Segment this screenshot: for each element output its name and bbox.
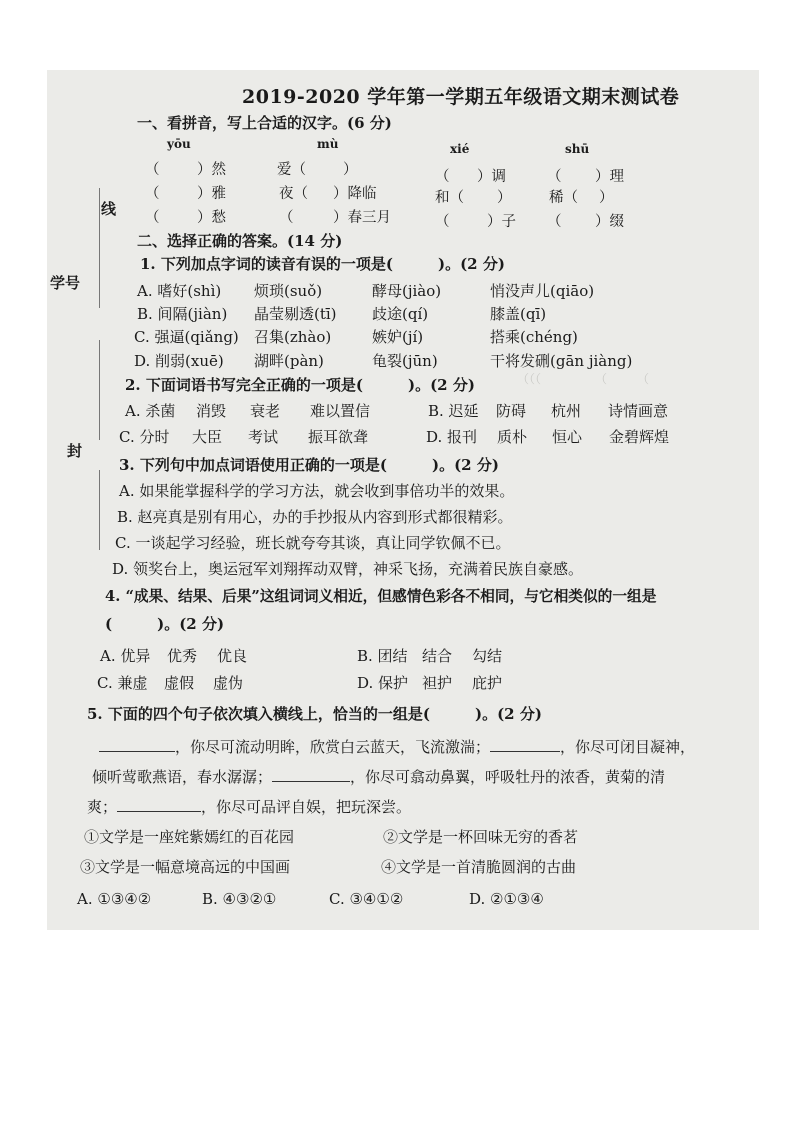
option-cell: 搭乘(chéng) (490, 328, 578, 346)
margin-label-xuehao: 学号 (50, 274, 81, 292)
margin-label-feng: 封 (67, 442, 83, 460)
sentence-text: 爽； (87, 798, 118, 816)
question-stem: 2. 下面词语书写完全正确的一项是( )。(2 分) (125, 376, 475, 394)
option-cell: A. 优异 (100, 647, 151, 665)
margin-label-xian: 线 (101, 200, 117, 218)
option-cell: A. 嗜好(shì) (137, 282, 222, 300)
blank-cell: （ (547, 169, 562, 185)
binding-line (99, 470, 100, 550)
section-heading: 二、选择正确的答案。(14 分) (137, 232, 343, 250)
sentence-option: ③文学是一幅意境高远的中国画 (80, 858, 291, 876)
binding-line (99, 340, 100, 440)
option-cell: 庇护 (472, 674, 503, 692)
blank-cell: ）子 (487, 214, 516, 230)
option-cell: 歧途(qí) (372, 305, 429, 323)
option-cell: 召集(zhào) (254, 328, 332, 346)
option-cell: D. 削弱(xuē) (134, 352, 224, 370)
option-cell: 恒心 (552, 428, 583, 446)
blank-cell: 夜（ (279, 186, 308, 202)
section-heading: 一、看拼音，写上合适的汉字。(6 分) (137, 114, 392, 132)
option-cell: 大臣 (192, 428, 223, 446)
bleed-through-text: （（（ （ （ (517, 372, 650, 386)
option-cell: 酵母(jiào) (372, 282, 442, 300)
option-line: A. 如果能掌握科学的学习方法，就会收到事倍功半的效果。 (119, 482, 515, 500)
blank-cell: （ (145, 186, 160, 202)
pinyin-label: yōu (167, 137, 191, 151)
blank-cell: 稀（ (549, 190, 578, 206)
option-cell: 湖畔(pàn) (254, 352, 324, 370)
question-stem: 3. 下列句中加点词语使用正确的一项是( )。(2 分) (119, 456, 499, 474)
option-cell: B. 团结 (357, 647, 408, 665)
blank-cell: ） (497, 190, 512, 206)
option-cell: 诗情画意 (608, 402, 669, 420)
blank-cell: ）雅 (197, 186, 226, 202)
option-line: D. 领奖台上，奥运冠军刘翔挥动双臂，神采飞扬，充满着民族自豪感。 (112, 560, 584, 578)
blank-cell: （ (145, 162, 160, 178)
question-stem: 4. “成果、结果、后果”这组词词义相近，但感情色彩各不相同，与它相类似的一组是 (105, 588, 657, 605)
option-cell: D. 报刊 (426, 428, 478, 446)
blank-cell: （ (435, 214, 450, 230)
option-line: C. 一谈起学习经验，班长就夸夸其谈，真让同学钦佩不已。 (115, 534, 511, 552)
blank-cell: （ (435, 169, 450, 185)
blank-cell: ） (599, 190, 614, 206)
fill-in-line (99, 736, 695, 757)
option-cell: C. 强逼(qiǎng) (134, 328, 239, 346)
blank-cell: ）调 (477, 169, 506, 185)
sentence-option: ②文学是一杯回味无穷的香茗 (383, 828, 579, 846)
option-cell: 虚伪 (213, 674, 244, 692)
option-cell: 优秀 (167, 647, 198, 665)
option-cell: 嫉妒(jí) (372, 328, 424, 346)
sentence-option: ①文学是一座姹紫嫣红的百花园 (84, 828, 295, 846)
blank-cell: ）降临 (333, 186, 377, 202)
option-cell: 防碍 (496, 402, 527, 420)
option-cell: 膝盖(qī) (490, 305, 547, 323)
option-cell: B. 迟延 (428, 402, 479, 420)
answer-blank[interactable] (490, 737, 560, 752)
option-cell: 晶莹剔透(tī) (254, 305, 337, 323)
page-title: 2019-2020 学年第一学期五年级语文期末测试卷 (242, 86, 680, 108)
option-cell: A. 杀菌 (125, 402, 176, 420)
option-cell: 袒护 (422, 674, 453, 692)
option-cell: 悄没声儿(qiāo) (490, 282, 595, 300)
option-cell: 结合 (422, 647, 453, 665)
sentence-text: ，你尽可流动明眸，欣赏白云蓝天，飞流激湍； (175, 738, 491, 756)
option-cell: 干将发硎(gān jiàng) (490, 352, 633, 370)
question-stem: 1. 下列加点字词的读音有误的一项是( )。(2 分) (140, 255, 505, 273)
option-cell: 考试 (248, 428, 279, 446)
fill-in-line (87, 796, 411, 817)
answer-blank[interactable] (272, 767, 350, 782)
answer-blank[interactable] (117, 797, 201, 812)
option-cell: 难以置信 (310, 402, 371, 420)
blank-cell: （ (279, 210, 294, 226)
option-cell: 质朴 (497, 428, 528, 446)
option-cell: 杭州 (551, 402, 582, 420)
option-cell: 振耳欲聋 (308, 428, 369, 446)
option-cell: 消毁 (196, 402, 227, 420)
option-cell: 虚假 (164, 674, 195, 692)
option-cell: D. 保护 (357, 674, 409, 692)
blank-cell: ）春三月 (333, 210, 391, 226)
option-line: B. 赵亮真是别有用心，办的手抄报从内容到形式都很精彩。 (117, 508, 513, 526)
option-cell: 优良 (217, 647, 248, 665)
option-cell: 勾结 (472, 647, 503, 665)
blank-cell: （ (547, 214, 562, 230)
blank-cell: ） (343, 162, 358, 178)
option-cell: 金碧辉煌 (609, 428, 670, 446)
answer-choice[interactable]: D. ②①③④ (469, 890, 544, 908)
option-cell: 烦琐(suǒ) (254, 282, 323, 300)
question-stem: 5. 下面的四个句子依次填入横线上，恰当的一组是( )。(2 分) (87, 705, 542, 723)
sentence-text: 倾听莺歌燕语，春水潺潺； (92, 768, 273, 786)
sentence-text: ，你尽可闭目凝神， (560, 738, 696, 756)
option-cell: C. 兼虚 (97, 674, 148, 692)
pinyin-label: shū (565, 142, 590, 156)
blank-cell: ）然 (197, 162, 226, 178)
binding-line (99, 188, 100, 308)
answer-blank[interactable] (99, 737, 175, 752)
pinyin-label: xié (450, 142, 470, 156)
blank-cell: ）理 (595, 169, 624, 185)
pinyin-label: mù (317, 137, 339, 151)
answer-choice[interactable]: C. ③④①② (329, 890, 404, 908)
option-cell: 衰老 (250, 402, 281, 420)
sentence-text: ，你尽可翕动鼻翼，呼吸牡丹的浓香，黄菊的清 (350, 768, 666, 786)
exam-paper (47, 70, 759, 930)
blank-cell: （ (145, 210, 160, 226)
sentence-option: ④文学是一首清脆圆润的古曲 (381, 858, 577, 876)
answer-choice[interactable]: B. ④③②① (202, 890, 277, 908)
blank-cell: 爱（ (277, 162, 306, 178)
bleed-through-text (607, 660, 691, 677)
question-stem-cont: ( )。(2 分) (105, 615, 225, 633)
fill-in-line (92, 766, 665, 787)
option-cell: C. 分时 (119, 428, 170, 446)
blank-cell: ）缀 (595, 214, 624, 230)
answer-choice[interactable]: A. ①③④② (77, 890, 152, 908)
blank-cell: ）愁 (197, 210, 226, 226)
sentence-text: ，你尽可品评自娱，把玩深尝。 (201, 798, 412, 816)
option-cell: B. 间隔(jiàn) (137, 305, 228, 323)
option-cell: 龟裂(jūn) (372, 352, 438, 370)
blank-cell: 和（ (435, 190, 464, 206)
